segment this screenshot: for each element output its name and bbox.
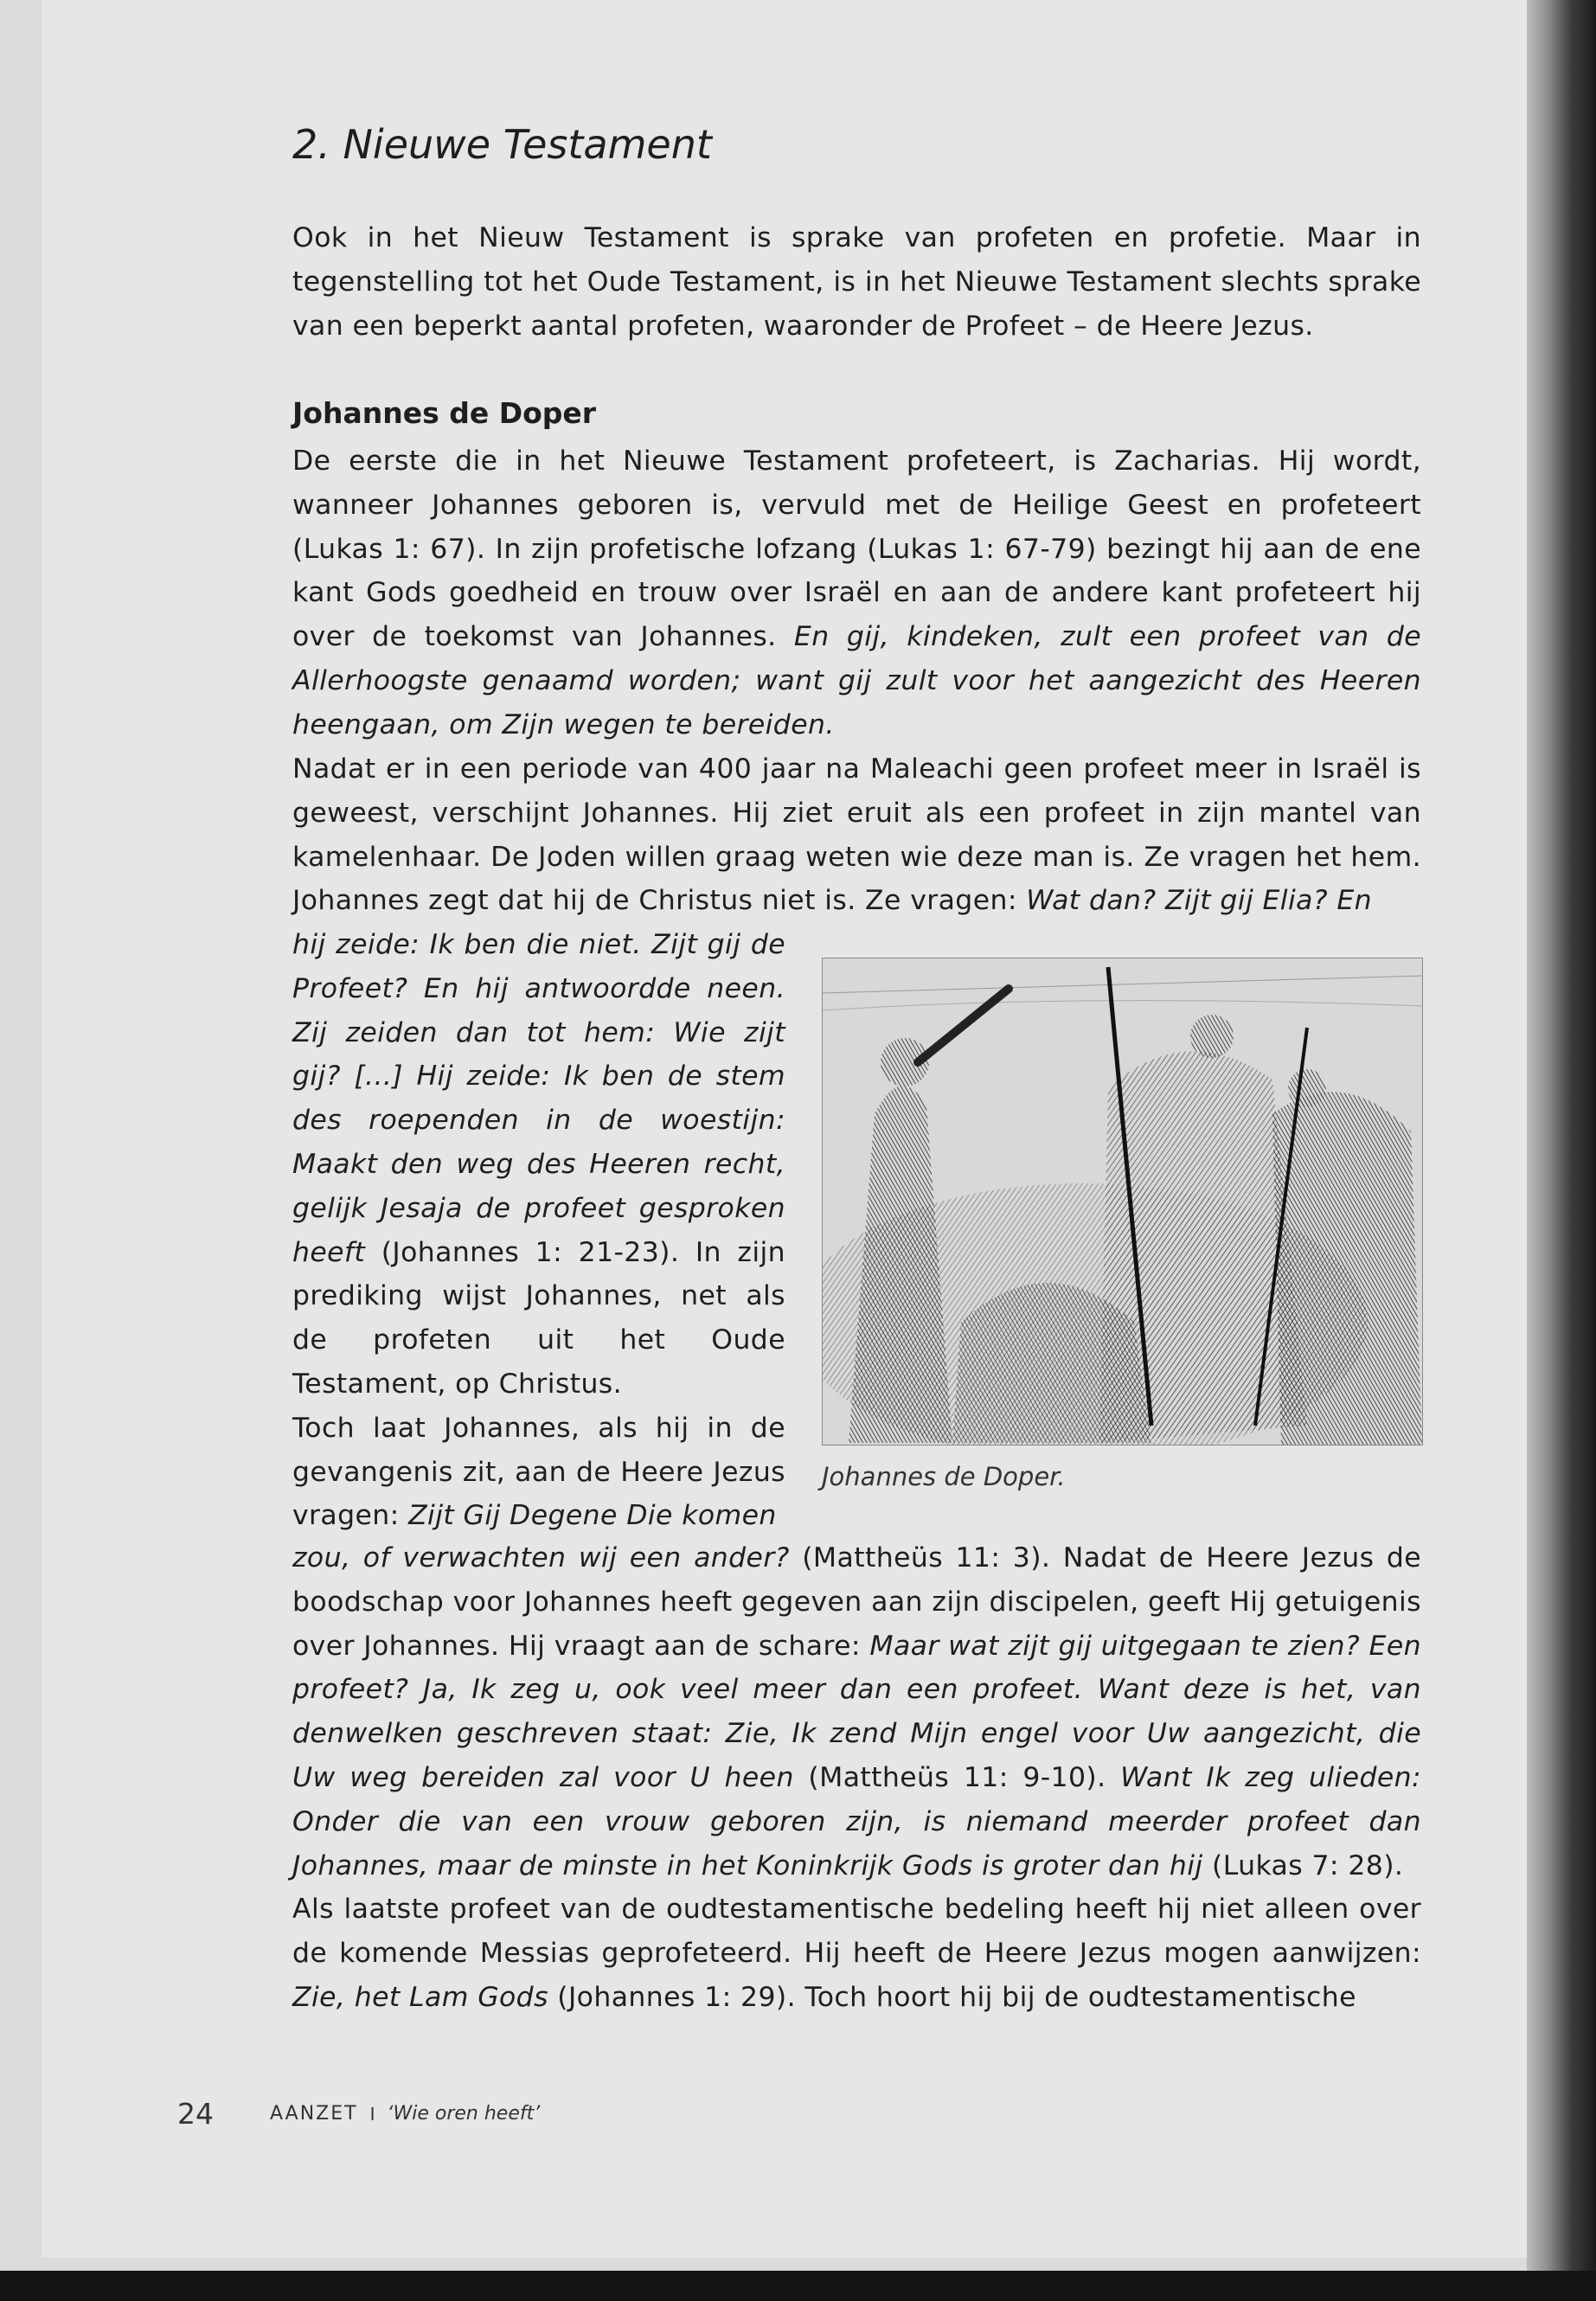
page-footer: [177, 2097, 540, 2131]
para4-text-2: (Johannes 1: 29). Toch hoort hij bij de oudtestamentische: [548, 1981, 1356, 2013]
para4-text: Als laatste profeet van de oudtestamentische bedeling heeft hij niet alleen over de komende Messias geprofeteerd. Hij heeft de Heere Jezus mogen aanwijzen:: [292, 1894, 1421, 1970]
intro-text: Ook in het Nieuw Testament is sprake van profeten en profetie. Maar in tegenstelling tot het Oude Testament, is in het Nieuwe Testament slechts sprake van een beperkt aantal profeten, waaronder de Profeet – de Heere Jezus.: [292, 222, 1421, 342]
section-title: 2. Nieuwe Testament: [292, 121, 712, 168]
para3-text-2: (Mattheüs 11: 3). Nadat de Heere Jezus de boodschap voor Johannes heeft gegeven aan zijn discipelen, geeft Hij getuigenis over Johannes. Hij vraagt aan de schare:: [292, 1542, 1421, 1662]
para3-text-3: (Mattheüs 11: 9-10).: [793, 1761, 1121, 1793]
para3-quote-a: Zijt Gij Degene Die komen: [408, 1500, 777, 1532]
subsection-title: Johannes de Doper: [292, 396, 597, 430]
paragraph-2-text: [292, 747, 1421, 923]
para1-text: De eerste die in het Nieuwe Testament profeteert, is Zacharias. Hij wordt, wanneer Johannes geboren is, vervuld met de Heilige Geest en profeteert (Lukas 1: 67). In zijn profetische lofzang (Lukas 1: 67-79) bezingt hij aan de ene kant Gods goedheid en trouw over Israël en aan de andere kant profeteert hij over de toekomst van Johannes.: [292, 445, 1421, 653]
paragraph-3-text: [292, 1536, 1421, 1888]
paragraph-2-wrap-text: [292, 923, 785, 1407]
para1-quote: En gij, kindeken, zult een profeet van de Allerhoogste genaamd worden; want gij zult voor het aangezicht des Heeren heengaan, om Zijn wegen te bereiden.: [292, 621, 1421, 740]
para3-quote-2: Maar wat zijt gij uitgegaan te zien? Een profeet? Ja, Ik zeg u, ook veel meer dan een profeet. Want deze is het, van denwelken geschreven staat: Zie, Ik zend Mijn engel voor Uw aangezicht, die Uw weg bereiden zal voor U heen: [292, 1630, 1421, 1793]
para2-text: Nadat er in een periode van 400 jaar na Maleachi geen profeet meer in Israël is geweest, verschijnt Johannes. Hij ziet eruit als een profeet in zijn mantel van kamelenhaar. De Joden willen graag weten wie deze man is. Ze vragen het hem. Johannes zegt dat hij de Christus niet is. Ze vragen:: [292, 753, 1421, 917]
para2-quote-b: hij zeide: Ik ben die niet. Zijt gij de Profeet? En hij antwoordde neen. Zij zeiden dan tot hem: Wie zijt gij? [...] Hij zeide: Ik ben de stem des roependen in de woestijn: Maakt den weg des Heeren recht, gelijk Jesaja de profeet gesproken heeft: [292, 929, 785, 1268]
book-spine-shadow: [1527, 0, 1596, 2301]
para3-quote-3: Want Ik zeg ulieden: Onder die van een vrouw geboren zijn, is niemand meerder profeet dan Johannes, maar de minste in het Koninkrijk Gods is groter dan hij: [292, 1761, 1421, 1881]
para2-text-2: (Johannes 1: 21-23). In zijn prediking wijst Johannes, net als de profeten uit het Oude Testament, op Christus.: [292, 1236, 785, 1400]
engraving-figure: [822, 958, 1423, 1445]
footer-separator: I: [369, 2103, 375, 2125]
intro-paragraph: [292, 216, 1421, 348]
paragraph-1: [292, 439, 1421, 747]
para2-quote-a: Wat dan? Zijt gij Elia? En: [1026, 885, 1373, 917]
figure-caption: Johannes de Doper.: [822, 1462, 1066, 1491]
paragraph-4-text: [292, 1888, 1421, 2019]
paragraph-2-wrap: [292, 923, 785, 1538]
john-the-baptist-engraving: [823, 958, 1422, 1445]
paragraph-1-text: [292, 439, 1421, 747]
para3-text: Toch laat Johannes, als hij in de gevangenis zit, aan de Heere Jezus vragen:: [292, 1412, 785, 1532]
page-number: 24: [177, 2097, 214, 2131]
paragraph-3: [292, 1536, 1421, 2020]
para3-quote-b: zou, of verwachten wij een ander?: [292, 1542, 790, 1574]
paragraph-2-top: [292, 747, 1421, 923]
para4-quote: Zie, het Lam Gods: [292, 1981, 548, 2013]
paragraph-3-wrap-text: [292, 1407, 785, 1538]
scan-bottom-edge: [0, 2271, 1596, 2301]
para3-text-4: (Lukas 7: 28).: [1202, 1849, 1404, 1881]
book-subtitle: ‘Wie oren heeft’: [387, 2103, 541, 2125]
series-title: AANZET: [270, 2103, 358, 2125]
